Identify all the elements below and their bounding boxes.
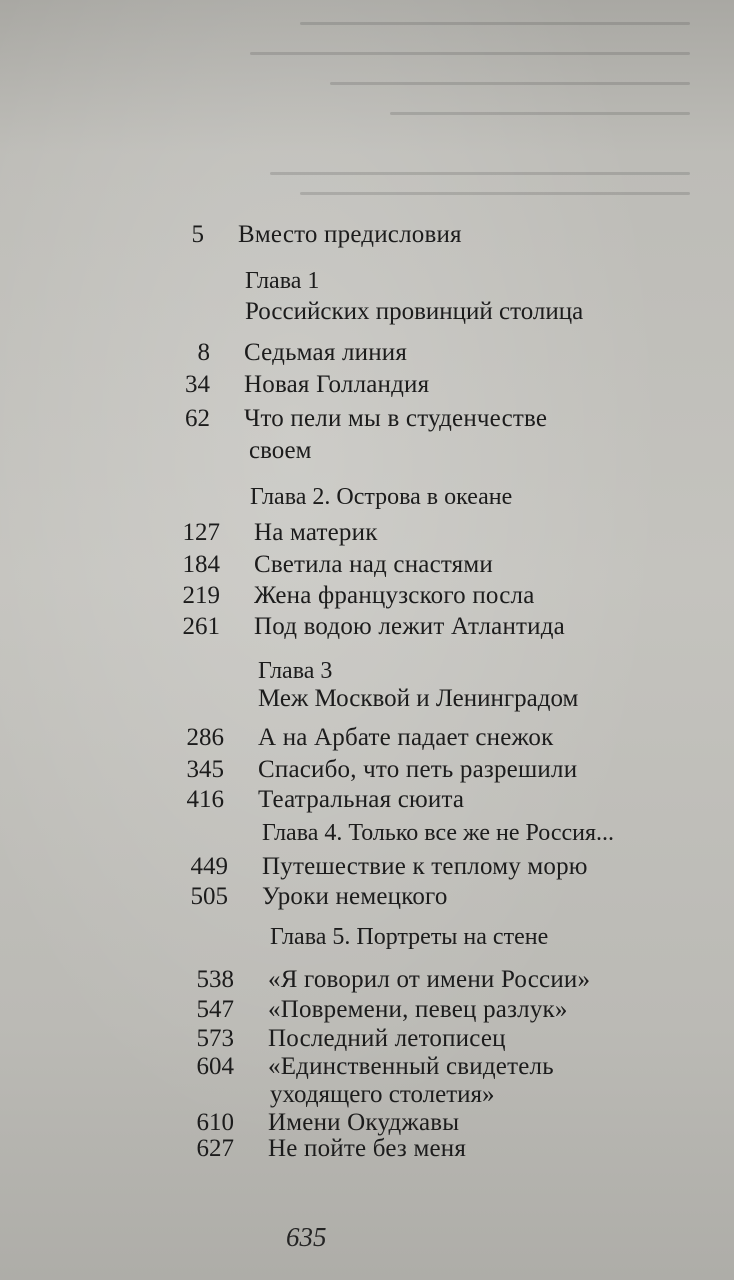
toc-entry[interactable] (164, 755, 577, 785)
page-number: 62 (185, 405, 210, 432)
toc-entry[interactable] (164, 723, 553, 753)
entry-title: А на Арбате падает снежок (258, 724, 554, 751)
toc-entry-preface[interactable] (144, 220, 462, 250)
toc-entry[interactable] (174, 1024, 506, 1054)
chapter-2-label: Глава 2. Острова в океане (250, 484, 513, 510)
entry-title: Седьмая линия (244, 339, 408, 366)
entry-title: «Единственный свидетель (268, 1053, 554, 1080)
page-number: 8 (197, 339, 210, 366)
chapter-4-label: Глава 4. Только все же не Россия... (262, 820, 615, 846)
page-number: 573 (196, 1025, 234, 1052)
entry-title: Вместо предисловия (238, 221, 462, 248)
chapter-3-label: Глава 3 (258, 658, 333, 684)
page-number: 416 (186, 786, 224, 813)
entry-title: Под водою лежит Атлантида (254, 613, 565, 640)
toc-entry[interactable] (174, 965, 590, 995)
page-number: 127 (182, 519, 220, 546)
entry-title: Последний летописец (268, 1025, 506, 1052)
toc-entry[interactable] (150, 338, 407, 368)
page-number: 547 (196, 996, 234, 1023)
entry-title: Путешествие к теплому морю (262, 853, 588, 880)
toc-entry[interactable] (150, 404, 547, 434)
toc-entry[interactable] (174, 995, 568, 1025)
entry-title: Не пойте без меня (268, 1135, 467, 1162)
page-number: 5 (191, 221, 204, 248)
entry-title: Театральная сюита (258, 786, 465, 813)
page-number: 34 (185, 371, 210, 398)
entry-title-continuation: своем (249, 437, 312, 464)
page-folio: 635 (286, 1222, 327, 1252)
toc-entry[interactable] (160, 550, 493, 580)
entry-title-continuation: уходящего столетия» (270, 1081, 495, 1108)
page-number: 219 (182, 582, 220, 609)
chapter-1-label: Глава 1 (245, 268, 320, 294)
toc-entry[interactable] (174, 1134, 466, 1164)
page-number: 184 (182, 551, 220, 578)
entry-title: «Повремени, певец разлук» (268, 996, 568, 1023)
entry-title: «Я говорил от имени России» (268, 966, 591, 993)
toc-entry[interactable] (160, 518, 378, 548)
entry-title: Спасибо, что петь разрешили (258, 756, 578, 783)
toc-entry[interactable] (160, 581, 535, 611)
entry-title: Новая Голландия (244, 371, 430, 398)
toc-entry[interactable] (174, 1052, 554, 1082)
page-number: 449 (190, 853, 228, 880)
page-number: 610 (196, 1109, 234, 1136)
toc-entry[interactable] (164, 785, 464, 815)
page-number: 627 (196, 1135, 234, 1162)
chapter-5-label: Глава 5. Портреты на стене (270, 924, 549, 950)
page-number: 286 (186, 724, 224, 751)
entry-title: На материк (254, 519, 378, 546)
chapter-1-subtitle: Российских провинций столица (245, 298, 584, 325)
toc-entry[interactable] (150, 370, 429, 400)
entry-title: Имени Окуджавы (268, 1109, 460, 1136)
page-number: 261 (182, 613, 220, 640)
page-number: 345 (186, 756, 224, 783)
toc-entry[interactable] (168, 852, 588, 882)
entry-title: Жена французского посла (254, 582, 535, 609)
entry-title: Уроки немецкого (262, 883, 448, 910)
page-number: 538 (196, 966, 234, 993)
entry-title: Светила над снастями (254, 551, 493, 578)
toc-entry[interactable] (160, 612, 565, 642)
toc-entry[interactable] (168, 882, 448, 912)
page-number: 505 (190, 883, 228, 910)
chapter-3-subtitle: Меж Москвой и Ленинградом (258, 685, 579, 712)
entry-title: Что пели мы в студенчестве (244, 405, 548, 432)
page-number: 604 (196, 1053, 234, 1080)
